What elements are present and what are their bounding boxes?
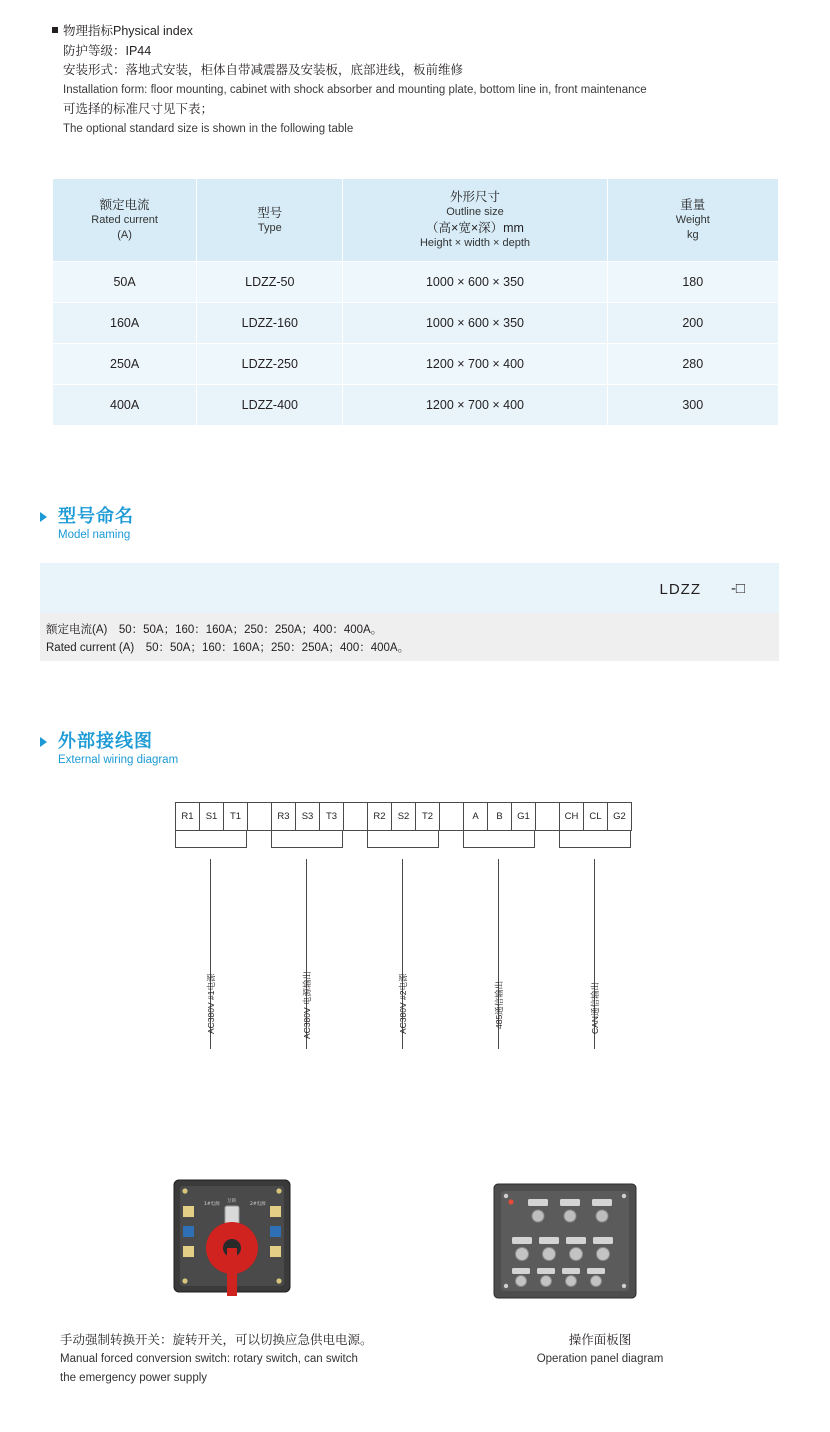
table-row [53,344,779,385]
terminal: T3 [320,803,344,830]
header-outline-size-cn2: （高×宽×深）mm [426,221,524,235]
terminal: CH [560,803,584,830]
table-header-row [53,179,779,262]
header-outline-size-cn: 外形尺寸 [449,190,500,204]
table-row [53,262,779,303]
header-type [197,179,343,262]
bracket-group-2 [271,831,343,848]
operation-panel-caption [460,1330,740,1369]
section-wiring-title-cn: 外部接线图 [58,731,153,751]
terminal: R2 [368,803,392,830]
model-code: LDZZ [659,581,701,598]
cell-type: LDZZ-400 [197,385,343,426]
terminal-blank [536,803,560,830]
bullet-square-icon [52,27,58,33]
header-outline-size-en2: Height × width × depth [419,237,531,249]
wire-label-2: AC380V 电源输出 [302,970,312,1039]
header-type-cn: 型号 [257,205,283,220]
manual-switch-caption-en1: Manual forced conversion switch: rotary switch, can switch [60,1353,358,1365]
manual-switch-photo [172,1178,292,1300]
header-weight [607,179,778,262]
intro-line-2: 安装形式：落地式安装，柜体自带减震器及安装板，底部进线，板前维修 [63,63,464,77]
section-model-title-en: Model naming [58,529,131,541]
terminal-blank [440,803,464,830]
external-wiring-diagram [175,802,632,1049]
operation-panel-illustration [492,1182,638,1300]
operation-panel-caption-en: Operation panel diagram [536,1353,664,1365]
svg-text:1#电源: 1#电源 [204,1202,220,1207]
table-body [53,262,779,426]
cell-weight: 280 [607,344,778,385]
header-rated-current-cn: 额定电流 [99,198,150,212]
terminal: G2 [613,811,626,822]
header-weight-unit: kg [686,229,699,241]
table-row [53,385,779,426]
wire-label-4: 485通信输出 [494,980,504,1029]
physical-index-block [52,22,772,139]
model-note-cn: 额定电流(A) 50：50A；160：160A；250：250A；400：400A。 [46,624,383,636]
terminal: CL [584,803,608,830]
intro-text-0: 物理指标Physical index [63,24,193,38]
section-heading-wiring [40,730,178,768]
model-code-suffix: -□ [730,580,745,597]
manual-switch-caption-en2: the emergency power supply [60,1372,208,1384]
header-outline-size [343,179,607,262]
terminal: S3 [296,803,320,830]
terminal: S2 [392,803,416,830]
header-type-en: Type [257,221,282,234]
cell-type: LDZZ-250 [197,344,343,385]
cell-rated-current: 160A [53,303,197,344]
cell-type: LDZZ-50 [197,262,343,303]
cell-weight: 300 [607,385,778,426]
bracket-group-1 [175,831,247,848]
cell-rated-current: 400A [53,385,197,426]
triangle-bullet-icon [40,512,47,522]
terminal: T1 [224,803,248,830]
cell-rated-current: 50A [53,262,197,303]
section-model-title-cn: 型号命名 [58,506,134,526]
cell-outline-size: 1000 × 600 × 350 [343,303,607,344]
cell-outline-size: 1200 × 700 × 400 [343,385,607,426]
terminal: A [464,803,488,830]
header-rated-current [53,179,197,262]
terminal-blank [248,803,272,830]
section-wiring-title-en: External wiring diagram [58,754,179,766]
terminal-block [175,802,632,831]
svg-text:互锁: 互锁 [227,1199,236,1204]
terminal: R3 [272,803,296,830]
intro-line-3: Installation form: floor mounting, cabinet with shock absorber and mounting plate, bottom line in, front maintenance [63,83,647,96]
terminal: G1 [512,803,536,830]
cell-outline-size: 1000 × 600 × 350 [343,262,607,303]
header-outline-size-en: Outline size [446,206,504,218]
terminal: S1 [200,803,224,830]
bracket-group-3 [367,831,439,848]
wire-label-5: CAN通信输出 [590,982,600,1034]
header-weight-en: Weight [675,214,710,226]
operation-panel-photo [492,1182,638,1300]
intro-line-0 [52,22,772,42]
manual-switch-caption [60,1330,460,1388]
triangle-bullet-icon [40,737,47,747]
bracket-group-5 [559,831,631,848]
model-naming-box [40,563,779,613]
cell-rated-current: 250A [53,344,197,385]
cell-type: LDZZ-160 [197,303,343,344]
terminal-blank [344,803,368,830]
intro-line-1: 防护等级：IP44 [63,43,152,58]
table-header [53,179,779,262]
terminal: B [488,803,512,830]
cell-weight: 180 [607,262,778,303]
table-row [53,303,779,344]
svg-text:2#电源: 2#电源 [250,1202,266,1207]
header-weight-cn: 重量 [680,198,706,212]
terminal: R1 [176,803,200,830]
wire-brackets [175,831,632,859]
rotary-switch-illustration [172,1178,292,1300]
bracket-group-4 [463,831,535,848]
wire-label-1: AC380V #1电源 [206,973,216,1034]
header-rated-current-unit: (A) [117,229,132,241]
section-heading-model-naming [40,505,134,543]
intro-line-5: The optional standard size is shown in the following table [63,122,354,135]
operation-panel-caption-cn: 操作面板图 [568,1333,632,1347]
header-rated-current-en: Rated current [91,214,158,226]
terminal: T2 [416,803,440,830]
intro-line-4: 可选择的标准尺寸见下表； [63,102,214,116]
spec-table [52,178,779,426]
cell-weight: 200 [607,303,778,344]
wire-drops [175,859,632,1049]
model-naming-note [40,613,779,661]
manual-switch-caption-cn: 手动强制转换开关：旋转开关，可以切换应急供电电源。 [60,1333,373,1347]
wire-label-3: AC380V #2电源 [398,973,408,1034]
cell-outline-size: 1200 × 700 × 400 [343,344,607,385]
model-note-en: Rated current (A) 50：50A；160：160A；250：250A；400：400A。 [46,642,410,654]
